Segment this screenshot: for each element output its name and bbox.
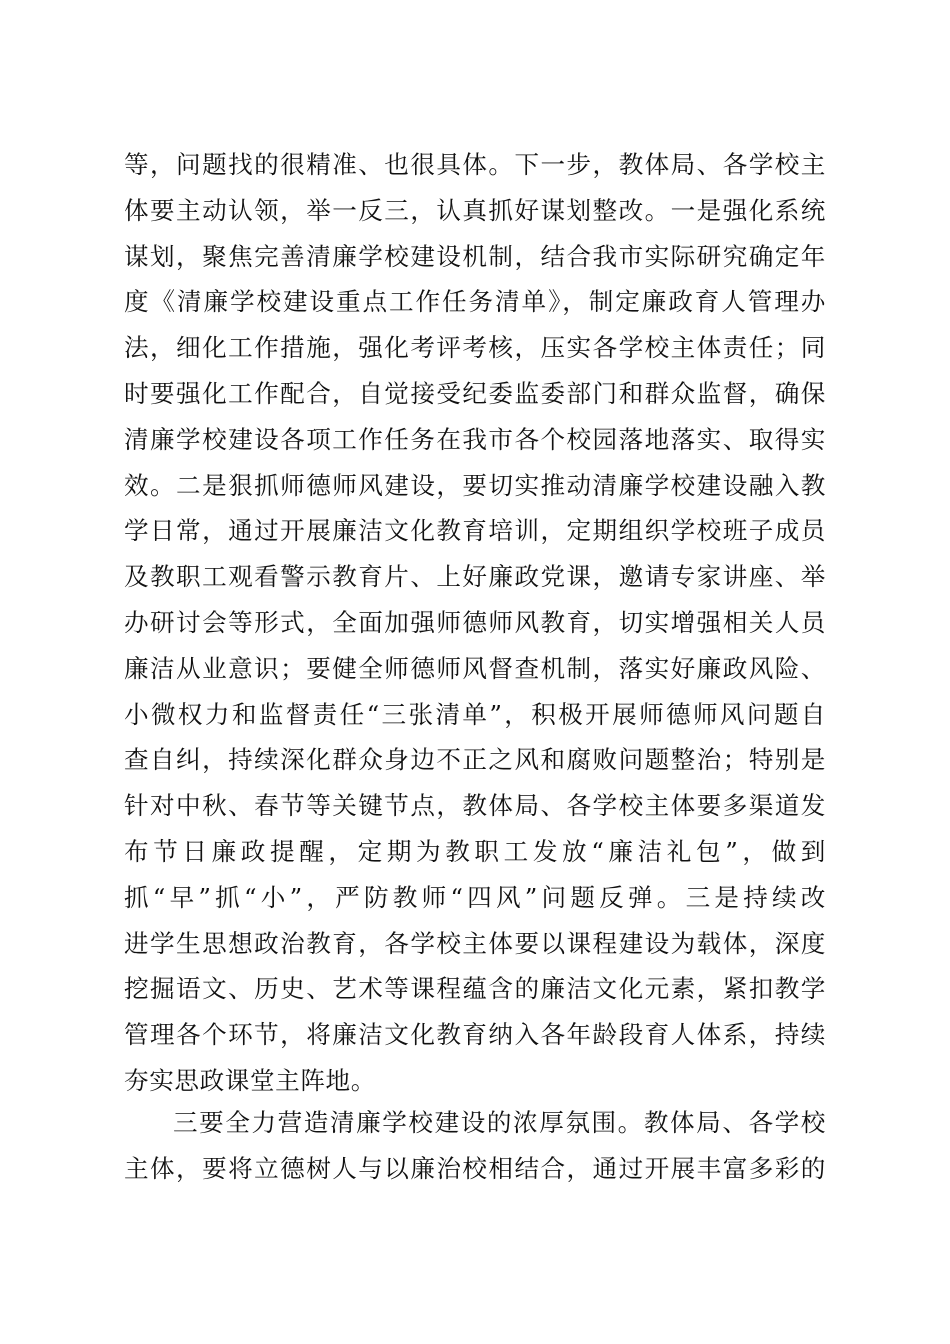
text-line: 夯实思政课堂主阵地。 [124,1065,376,1095]
text-line: 针对中秋、春节等关键节点，教体局、各学校主体要多渠道发 [124,791,826,821]
text-line: 等，问题找的很精准、也很具体。下一步，教体局、各学校主 [124,150,826,179]
text-line: 度《清廉学校建设重点工作任务清单》，制定廉政育人管理办 [124,287,826,317]
text-line: 时要强化工作配合，自觉接受纪委监委部门和群众监督，确保 [124,378,826,408]
text-line: 清廉学校建设各项工作任务在我市各个校园落地落实、取得实 [124,424,826,454]
text-line: 抓“早”抓“小”，严防教师“四风”问题反弹。三是持续改 [124,882,826,912]
text-line: 效。二是狠抓师德师风建设，要切实推动清廉学校建设融入教 [124,470,826,500]
text-line: 谋划，聚焦完善清廉学校建设机制，结合我市实际研究确定年 [124,241,826,271]
text-line: 管理各个环节，将廉洁文化教育纳入各年龄段育人体系，持续 [124,1020,826,1050]
text-line: 进学生思想政治教育，各学校主体要以课程建设为载体，深度 [124,928,826,958]
text-line: 学日常，通过开展廉洁文化教育培训，定期组织学校班子成员 [124,516,826,546]
text-line: 布节日廉政提醒，定期为教职工发放“廉洁礼包”，做到 [124,836,826,866]
text-line: 办研讨会等形式，全面加强师德师风教育，切实增强相关人员 [124,607,826,637]
text-line: 及教职工观看警示教育片、上好廉政党课，邀请专家讲座、举 [124,562,826,592]
text-line: 主体，要将立德树人与以廉治校相结合，通过开展丰富多彩的 [124,1153,826,1183]
paragraph-continued [124,142,826,1104]
text-line: 廉洁从业意识；要健全师德师风督查机制，落实好廉政风险、 [124,653,826,683]
paragraph-atmosphere [124,1100,826,1192]
text-line: 法，细化工作措施，强化考评考核，压实各学校主体责任；同 [124,333,826,363]
text-line: 小微权力和监督责任“三张清单”，积极开展师德师风问题自 [124,699,826,729]
text-line: 三要全力营造清廉学校建设的浓厚氛围。教体局、各学校 [173,1108,826,1137]
text-line: 查自纠，持续深化群众身边不正之风和腐败问题整治；特别是 [124,745,826,775]
text-line: 挖掘语文、历史、艺术等课程蕴含的廉洁文化元素，紧扣教学 [124,974,826,1004]
text-line: 体要主动认领，举一反三，认真抓好谋划整改。一是强化系统 [124,195,826,225]
